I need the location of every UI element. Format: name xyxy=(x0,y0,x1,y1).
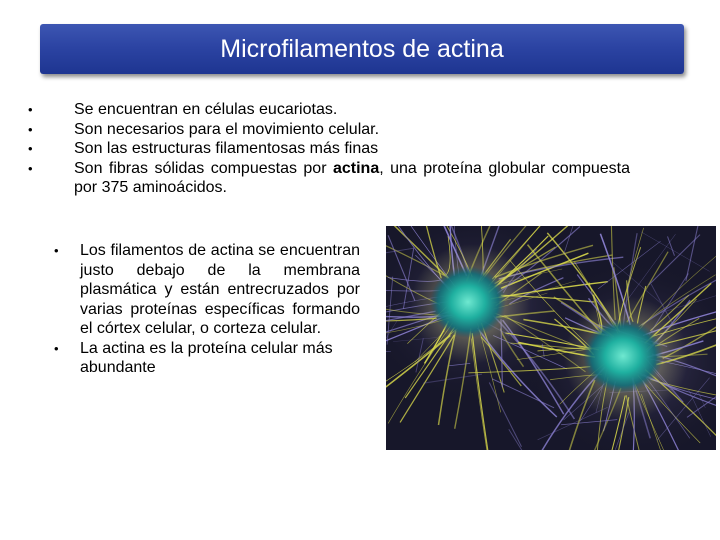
actin-micrograph-image xyxy=(386,226,716,450)
bullet-icon: • xyxy=(28,102,33,117)
bottom-bullet-list xyxy=(54,241,360,378)
title-bar xyxy=(40,24,684,74)
bullet-icon: • xyxy=(54,340,59,356)
bullet-icon: • xyxy=(28,141,33,156)
list-item xyxy=(54,241,360,339)
actina-bold-term: actina xyxy=(332,159,380,177)
nucleus-left xyxy=(430,266,506,338)
slide-title: Microfilamentos de actina xyxy=(220,34,504,63)
list-item xyxy=(28,139,630,159)
bullet-icon: • xyxy=(28,160,33,176)
list-item-text: Son las estructuras filamentosas más finas xyxy=(74,140,379,157)
list-item xyxy=(28,120,630,140)
list-item-text: Se encuentran en células eucariotas. xyxy=(74,101,338,118)
list-item xyxy=(54,339,360,378)
list-item-text: La actina es la proteína celular más abundante xyxy=(80,339,333,376)
nucleus-right xyxy=(583,319,663,393)
list-item-text: Son necesarios para el movimiento celular. xyxy=(74,120,380,138)
list-item xyxy=(28,159,631,198)
list-item-text: Son fibras sólidas compuestas por xyxy=(74,159,333,177)
list-item-text: Los filamentos de actina se encuentran justo debajo de la membrana plasmática y están entrecruzados por varias proteínas específicas formando el córtex celular, o corteza celular. xyxy=(80,242,360,337)
bullet-icon: • xyxy=(54,243,59,258)
micrograph-svg xyxy=(386,226,716,450)
bullet-icon: • xyxy=(28,121,33,137)
top-bullet-list xyxy=(28,100,631,198)
list-item-text: , una proteína globular compuesta por 375 aminoácidos. xyxy=(74,159,631,196)
list-item xyxy=(28,100,630,120)
